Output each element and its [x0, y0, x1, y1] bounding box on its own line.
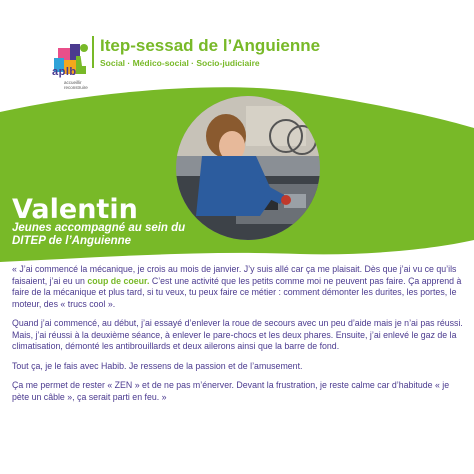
title-divider	[92, 36, 94, 68]
paragraph-1	[12, 264, 464, 310]
testimony-text	[12, 264, 464, 411]
paragraph-2: Quand j’ai commencé, au début, j’ai essayé d’enlever la roue de secours avec un peu d’aide mais je n’ai pas réussi. Mais, j’ai réussi à la deuxième séance, à enlever le pare-chocs et les deux phares. Ensuite, j’ai enlevé le gaz de la climatisation, démonté les antibrouillards et deux ailerons ainsi que la barre de fond.	[12, 318, 463, 351]
paragraph-1-part-b: C’est une activité que les petits comme moi ne peuvent pas faire. Ça apprend à faire de la mécanique et plus tard, si tu veux, tu peux faire ce métier : comment démonter les durites, les portes, le moteur, des « trucs cool ».	[12, 275, 462, 309]
paragraph-3: Tout ça, je le fais avec Habib. Je ressens de la passion et de l’amusement.	[12, 360, 303, 371]
logo-subtext: accueillir reconstruire	[64, 80, 88, 90]
profile-name: Valentin	[12, 194, 138, 225]
page-subtitle: Social · Médico-social · Socio-judiciaire	[100, 58, 260, 68]
highlight-coup-de-coeur: coup de coeur.	[87, 275, 150, 286]
paragraph-1-part-a: « J’ai commencé la mécanique, je crois au mois de janvier. J’y suis allé car ça me plaisait. Dès que j’ai vu ce qu’ils faisaient, j’ai eu un	[12, 264, 457, 286]
logo-wordmark: aplb	[52, 66, 77, 78]
workshop-photo	[176, 96, 320, 240]
profile-tagline: Jeunes accompagné au sein du DITEP de l’Anguienne	[12, 222, 186, 247]
paragraph-4: Ça me permet de rester « ZEN » et de ne pas m’énerver. Devant la frustration, je reste calme car d’habitude « je pète un câble », ça serait parti en feu. »	[12, 380, 450, 402]
header	[0, 0, 474, 110]
page-title: Itep-sessad de l’Anguienne	[100, 36, 321, 55]
